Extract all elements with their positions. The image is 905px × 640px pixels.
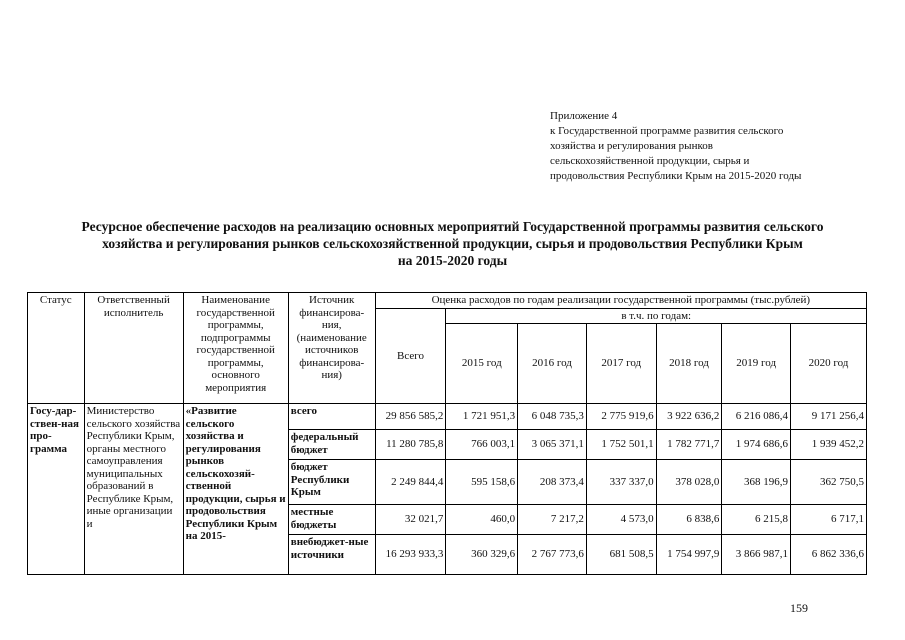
value-cell: 7 217,2 bbox=[518, 505, 587, 535]
appendix-line: хозяйства и регулирования рынков bbox=[550, 140, 713, 152]
value-cell: 3 866 987,1 bbox=[722, 535, 791, 575]
source-cell: федеральный бюджет bbox=[288, 430, 375, 460]
program-cell: «Развитие сельского хозяйства и регулирования рынков сельскохозяй-ственной продукции, сырья и продовольствия Республики Крым на 2015- bbox=[183, 404, 288, 575]
page-number: 159 bbox=[790, 601, 808, 615]
header-including: в т.ч. по годам: bbox=[446, 308, 867, 324]
value-cell: 6 717,1 bbox=[791, 505, 867, 535]
total-cell: 16 293 933,3 bbox=[375, 535, 446, 575]
resource-table bbox=[27, 292, 867, 575]
source-cell: внебюджет-ные источники bbox=[288, 535, 375, 575]
header-year: 2018 год bbox=[656, 324, 722, 404]
value-cell: 595 158,6 bbox=[446, 460, 518, 505]
header-responsible: Ответственный исполнитель bbox=[84, 293, 183, 404]
header-year: 2020 год bbox=[791, 324, 867, 404]
source-cell: всего bbox=[288, 404, 375, 430]
value-cell: 4 573,0 bbox=[586, 505, 656, 535]
value-cell: 1 754 997,9 bbox=[656, 535, 722, 575]
total-cell: 29 856 585,2 bbox=[375, 404, 446, 430]
value-cell: 362 750,5 bbox=[791, 460, 867, 505]
header-total: Всего bbox=[375, 308, 446, 404]
header-year: 2019 год bbox=[722, 324, 791, 404]
value-cell: 2 775 919,6 bbox=[586, 404, 656, 430]
appendix-line: сельскохозяйственной продукции, сырья и bbox=[550, 155, 750, 167]
appendix-line: к Государственной программе развития сельского bbox=[550, 125, 784, 137]
value-cell: 1 974 686,6 bbox=[722, 430, 791, 460]
header-status: Статус bbox=[28, 293, 85, 404]
table-row bbox=[28, 404, 867, 430]
source-cell: местные бюджеты bbox=[288, 505, 375, 535]
header-year: 2015 год bbox=[446, 324, 518, 404]
value-cell: 208 373,4 bbox=[518, 460, 587, 505]
title-line: хозяйства и регулирования рынков сельскохозяйственной продукции, сырья и продовольствия Республики Крым bbox=[102, 236, 803, 251]
header-program-name: Наименование государственной программы, подпрограммы государственной программы, основного мероприятия bbox=[183, 293, 288, 404]
status-cell: Госу-дар-ствен-ная про-грамма bbox=[28, 404, 85, 575]
value-cell: 6 862 336,6 bbox=[791, 535, 867, 575]
value-cell: 6 838,6 bbox=[656, 505, 722, 535]
header-row bbox=[28, 293, 867, 309]
document-title bbox=[20, 218, 885, 269]
source-cell: бюджет Республики Крым bbox=[288, 460, 375, 505]
value-cell: 368 196,9 bbox=[722, 460, 791, 505]
value-cell: 460,0 bbox=[446, 505, 518, 535]
value-cell: 681 508,5 bbox=[586, 535, 656, 575]
value-cell: 1 782 771,7 bbox=[656, 430, 722, 460]
appendix-reference bbox=[550, 109, 850, 184]
value-cell: 378 028,0 bbox=[656, 460, 722, 505]
value-cell: 360 329,6 bbox=[446, 535, 518, 575]
value-cell: 1 721 951,3 bbox=[446, 404, 518, 430]
value-cell: 766 003,1 bbox=[446, 430, 518, 460]
total-cell: 2 249 844,4 bbox=[375, 460, 446, 505]
value-cell: 2 767 773,6 bbox=[518, 535, 587, 575]
header-year: 2017 год bbox=[586, 324, 656, 404]
value-cell: 6 216 086,4 bbox=[722, 404, 791, 430]
responsible-cell: Министерство сельского хозяйства Республики Крым, органы местного самоуправления муниципальных образований в Республике Крым, иные организации и bbox=[84, 404, 183, 575]
total-cell: 32 021,7 bbox=[375, 505, 446, 535]
value-cell: 6 048 735,3 bbox=[518, 404, 587, 430]
value-cell: 6 215,8 bbox=[722, 505, 791, 535]
value-cell: 1 939 452,2 bbox=[791, 430, 867, 460]
header-source: Источник финансирова-ния, (наименование источников финансирова-ния) bbox=[288, 293, 375, 404]
value-cell: 337 337,0 bbox=[586, 460, 656, 505]
header-year: 2016 год bbox=[518, 324, 587, 404]
value-cell: 9 171 256,4 bbox=[791, 404, 867, 430]
appendix-line: продовольствия Республики Крым на 2015-2020 годы bbox=[550, 170, 802, 182]
header-estimate: Оценка расходов по годам реализации государственной программы (тыс.рублей) bbox=[375, 293, 866, 309]
value-cell: 1 752 501,1 bbox=[586, 430, 656, 460]
total-cell: 11 280 785,8 bbox=[375, 430, 446, 460]
title-line: Ресурсное обеспечение расходов на реализацию основных мероприятий Государственной программы развития сельского bbox=[81, 219, 824, 234]
value-cell: 3 922 636,2 bbox=[656, 404, 722, 430]
title-line: на 2015-2020 годы bbox=[397, 253, 508, 268]
appendix-line: Приложение 4 bbox=[550, 110, 618, 122]
value-cell: 3 065 371,1 bbox=[518, 430, 587, 460]
